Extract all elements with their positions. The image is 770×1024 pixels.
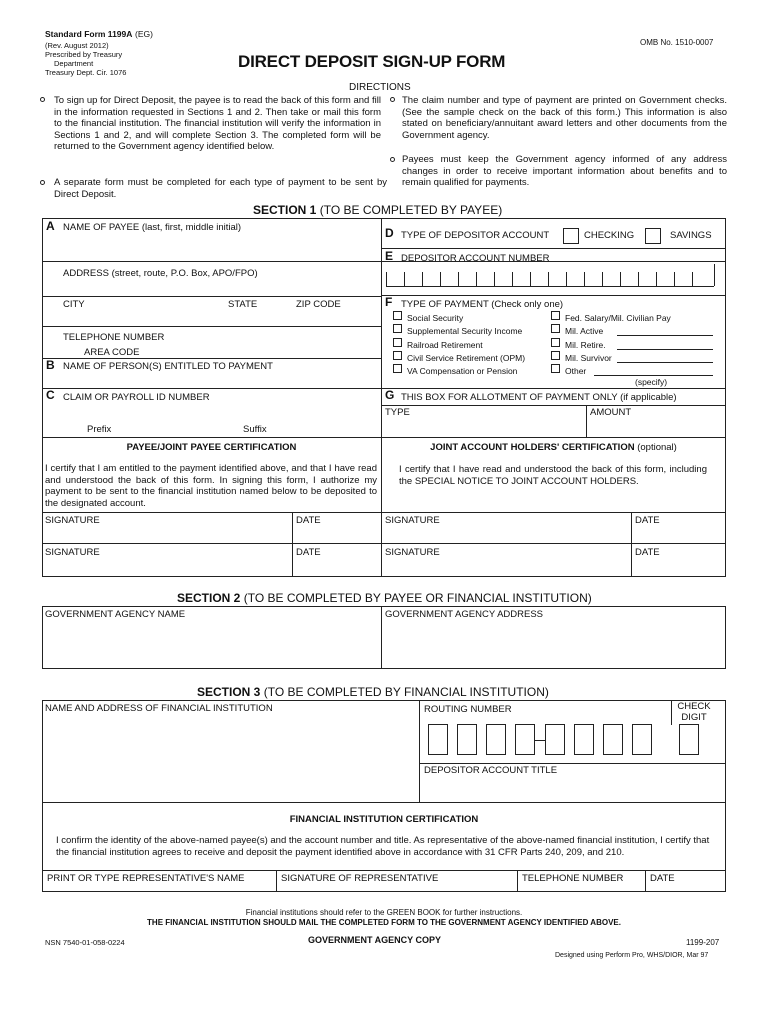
- checking-checkbox[interactable]: [563, 228, 579, 244]
- payee-name-field[interactable]: [63, 236, 378, 258]
- divider: [381, 295, 726, 296]
- routing-digit-3[interactable]: [486, 724, 506, 755]
- field-letter-b: B: [46, 358, 55, 372]
- payee-signature-label: SIGNATURE: [45, 515, 100, 526]
- divider: [631, 512, 632, 577]
- agency-address-label: GOVERNMENT AGENCY ADDRESS: [385, 609, 544, 620]
- joint-signature-2-field[interactable]: [385, 559, 628, 575]
- joint-date-2-label: DATE: [635, 547, 660, 558]
- entitled-persons-field[interactable]: [63, 374, 378, 386]
- fi-name-field[interactable]: [45, 716, 415, 800]
- divider: [381, 248, 726, 249]
- divider: [671, 700, 672, 725]
- bullet-icon: [40, 97, 45, 102]
- digit-tick: [440, 272, 441, 286]
- joint-date-2-field[interactable]: [635, 559, 723, 575]
- digit-tick: [602, 272, 603, 286]
- directions-heading: DIRECTIONS: [349, 82, 411, 93]
- divider: [42, 358, 381, 359]
- designed-credit: Designed using Perform Pro, WHS/DIOR, Mar 97: [555, 952, 709, 959]
- form-suffix: (EG): [135, 29, 153, 39]
- routing-digit-6[interactable]: [574, 724, 594, 755]
- rep-name-label: PRINT OR TYPE REPRESENTATIVE'S NAME: [47, 873, 245, 884]
- joint-signature-2-label: SIGNATURE: [385, 547, 440, 558]
- joint-date-field[interactable]: [635, 527, 723, 542]
- section-3-subtitle: (TO BE COMPLETED BY FINANCIAL INSTITUTION): [263, 685, 549, 699]
- specify-label: (specify): [635, 377, 668, 387]
- divider: [381, 405, 726, 406]
- savings-label: SAVINGS: [670, 230, 712, 241]
- payee-signature-2-label: SIGNATURE: [45, 547, 100, 558]
- underline: [617, 335, 713, 336]
- section-1-heading: [253, 203, 502, 217]
- digit-tick: [422, 272, 423, 286]
- city-state-zip-field[interactable]: [63, 312, 378, 324]
- allotment-amount-field[interactable]: [590, 419, 723, 435]
- omb-number: OMB No. 1510-0007: [640, 38, 714, 47]
- joint-cert-heading: [381, 442, 726, 453]
- checking-label: CHECKING: [584, 230, 635, 241]
- section-3-heading: [197, 685, 549, 699]
- digit-tick: [674, 272, 675, 286]
- fed-salary-checkbox[interactable]: [551, 311, 560, 320]
- divider: [586, 405, 587, 437]
- copy-designation: GOVERNMENT AGENCY COPY: [308, 935, 442, 945]
- prefix-label: Prefix: [87, 424, 112, 435]
- payment-type-label: TYPE OF PAYMENT (Check only one): [401, 299, 564, 310]
- joint-signature-label: SIGNATURE: [385, 515, 440, 526]
- area-code-label: AREA CODE: [84, 347, 140, 358]
- city-label: CITY: [63, 299, 85, 310]
- joint-cert-text: I certify that I have read and understood the back of this form, including the SPECIAL NOTICE TO JOINT ACCOUNT HOLDERS.: [399, 464, 707, 487]
- digit-tick: [714, 264, 715, 286]
- ssi-checkbox[interactable]: [393, 324, 402, 333]
- payment-type-option: Civil Service Retirement (OPM): [407, 353, 526, 363]
- fi-name-label: NAME AND ADDRESS OF FINANCIAL INSTITUTION: [45, 703, 273, 714]
- divider: [42, 296, 381, 297]
- divider: [276, 870, 277, 892]
- digit-tick: [512, 272, 513, 286]
- divider: [42, 870, 726, 871]
- payment-type-option: Other: [565, 366, 587, 376]
- check-label: CHECK: [677, 701, 711, 712]
- va-compensation-checkbox[interactable]: [393, 364, 402, 373]
- prescribed-by: Prescribed by Treasury: [45, 50, 123, 59]
- field-letter-g: G: [385, 388, 395, 402]
- form-meta: [45, 41, 126, 77]
- digit-tick: [692, 272, 693, 286]
- savings-checkbox[interactable]: [645, 228, 661, 244]
- nsn-number: NSN 7540-01-058-0224: [45, 938, 125, 947]
- address-field[interactable]: [63, 281, 378, 295]
- digit-tick: [566, 272, 567, 286]
- fi-date-label: DATE: [650, 873, 675, 884]
- allotment-type-label: TYPE: [385, 407, 410, 418]
- direction-4: Payees must keep the Government agency informed of any address changes in order to receive important information about benefits and to remain qualified for payments.: [402, 154, 727, 188]
- rep-signature-label: SIGNATURE OF REPRESENTATIVE: [281, 873, 439, 884]
- check-digit-label: [664, 701, 724, 723]
- allotment-type-field[interactable]: [385, 419, 583, 435]
- digit-tick: [458, 272, 459, 286]
- direction-1: To sign up for Direct Deposit, the payee is to read the back of this form and fill in the information requested in Sections 1 and 2. Then take or mail this form to the financial institution. The financial institution will verify the information in Sections 1 and 2, and will complete Section 3. The completed form will be returned to the Government agency identified below.: [54, 95, 381, 152]
- zip-code-label: ZIP CODE: [296, 299, 341, 310]
- direction-2: A separate form must be completed for each type of payment to be sent by Direct Deposit.: [54, 177, 387, 200]
- railroad-checkbox[interactable]: [393, 338, 402, 347]
- payee-signature-field[interactable]: [45, 527, 289, 542]
- joint-date-label: DATE: [635, 515, 660, 526]
- section-2-subtitle: (TO BE COMPLETED BY PAYEE OR FINANCIAL INSTITUTION): [243, 591, 592, 605]
- payee-name-label: NAME OF PAYEE (last, first, middle initial): [63, 222, 242, 233]
- entitled-persons-label: NAME OF PERSON(S) ENTITLED TO PAYMENT: [63, 361, 273, 372]
- digit-tick: [386, 272, 387, 286]
- routing-digit-1[interactable]: [428, 724, 448, 755]
- field-letter-a: A: [46, 219, 55, 233]
- telephone-field[interactable]: [160, 332, 378, 356]
- payment-type-option: Supplemental Security Income: [407, 326, 523, 336]
- form-number: [45, 29, 153, 40]
- divider: [42, 512, 726, 513]
- routing-digit-4[interactable]: [515, 724, 535, 755]
- divider: [381, 218, 382, 577]
- divider: [419, 700, 420, 802]
- field-letter-c: C: [46, 388, 55, 402]
- digit-tick: [548, 272, 549, 286]
- mail-notice: THE FINANCIAL INSTITUTION SHOULD MAIL THE COMPLETED FORM TO THE GOVERNMENT AGENCY IDENTIFIED ABOVE.: [147, 918, 621, 927]
- other-specify-line[interactable]: [594, 375, 713, 376]
- social-security-checkbox[interactable]: [393, 311, 402, 320]
- divider: [645, 870, 646, 892]
- digit-tick: [656, 272, 657, 286]
- allotment-amount-label: AMOUNT: [590, 407, 632, 418]
- payee-cert-heading: PAYEE/JOINT PAYEE CERTIFICATION: [126, 442, 297, 453]
- civil-service-checkbox[interactable]: [393, 351, 402, 360]
- payment-type-option: Mil. Survivor: [565, 353, 612, 363]
- claim-id-field[interactable]: [63, 405, 378, 420]
- divider: [381, 606, 382, 669]
- fi-cert-text: I confirm the identity of the above-named payee(s) and the account number and title. As representative of the above-named financial institution, I certify that the financial institution agrees to receive and deposit the payment identified above in accordance with 31 CFR Parts 240, 209, and 210.: [56, 835, 710, 858]
- account-number-field[interactable]: [386, 264, 715, 288]
- green-book-note: Financial institutions should refer to the GREEN BOOK for further instructions.: [245, 908, 523, 917]
- divider: [42, 437, 726, 438]
- routing-digit-7[interactable]: [603, 724, 623, 755]
- form-number-text: Standard Form 1199A: [45, 29, 133, 39]
- bullet-icon: [390, 97, 395, 102]
- mil-retire-checkbox[interactable]: [551, 338, 560, 347]
- digit-label: DIGIT: [681, 712, 707, 723]
- joint-cert-optional: (optional): [637, 442, 677, 453]
- suffix-label: Suffix: [243, 424, 267, 435]
- routing-digit-8[interactable]: [632, 724, 652, 755]
- payment-type-option: Fed. Salary/Mil. Civilian Pay: [565, 313, 671, 323]
- agency-address-field[interactable]: [385, 622, 723, 666]
- section-1-title: SECTION 1: [253, 203, 317, 217]
- claim-id-label: CLAIM OR PAYROLL ID NUMBER: [63, 392, 210, 403]
- divider: [42, 326, 381, 327]
- allotment-label: THIS BOX FOR ALLOTMENT OF PAYMENT ONLY (if applicable): [401, 392, 677, 403]
- payee-date-2-label: DATE: [296, 547, 321, 558]
- divider: [292, 512, 293, 577]
- payment-type-option: Mil. Active: [565, 326, 604, 336]
- routing-digit-2[interactable]: [457, 724, 477, 755]
- section-3-title: SECTION 3: [197, 685, 261, 699]
- telephone-label: TELEPHONE NUMBER: [63, 332, 165, 343]
- account-title-field[interactable]: [424, 778, 723, 800]
- divider: [42, 802, 726, 803]
- digit-tick: [620, 272, 621, 286]
- account-title-label: DEPOSITOR ACCOUNT TITLE: [424, 765, 558, 776]
- digit-tick: [494, 272, 495, 286]
- divider: [42, 543, 726, 544]
- form-title: DIRECT DEPOSIT SIGN-UP FORM: [238, 52, 506, 71]
- divider: [517, 870, 518, 892]
- digit-tick: [530, 272, 531, 286]
- routing-dash: [535, 740, 545, 741]
- mil-active-checkbox[interactable]: [551, 324, 560, 333]
- underline: [617, 362, 713, 363]
- bullet-icon: [40, 180, 45, 185]
- direction-3: The claim number and type of payment are printed on Government checks. (See the sample check on the back of this form.) This information is also stated on beneficiary/annuitant award letters and other documents from the Government agency.: [402, 95, 727, 141]
- address-label: ADDRESS (street, route, P.O. Box, APO/FPO): [63, 268, 258, 279]
- account-number-underline: [386, 264, 714, 287]
- agency-name-field[interactable]: [45, 622, 377, 666]
- divider: [42, 388, 726, 389]
- payment-type-option: VA Compensation or Pension: [407, 366, 518, 376]
- check-digit-box[interactable]: [679, 724, 699, 755]
- agency-name-label: GOVERNMENT AGENCY NAME: [45, 609, 186, 620]
- digit-tick: [404, 272, 405, 286]
- section-2-title: SECTION 2: [177, 591, 241, 605]
- payment-type-option: Social Security: [407, 313, 464, 323]
- payment-type-option: Railroad Retirement: [407, 340, 483, 350]
- digit-tick: [584, 272, 585, 286]
- underline: [617, 349, 713, 350]
- mil-survivor-checkbox[interactable]: [551, 351, 560, 360]
- revision-date: (Rev. August 2012): [45, 41, 109, 50]
- fi-phone-label: TELEPHONE NUMBER: [522, 873, 624, 884]
- section-1-subtitle: (TO BE COMPLETED BY PAYEE): [319, 203, 503, 217]
- joint-signature-field[interactable]: [385, 527, 628, 542]
- field-letter-f: F: [385, 295, 393, 309]
- other-checkbox[interactable]: [551, 364, 560, 373]
- payee-cert-text: I certify that I am entitled to the payment identified above, and that I have read and understood the back of this form. In signing this form, I authorize my payment to be sent to the financial institution named below to be deposited to the designated account.: [45, 463, 377, 509]
- treasury-circular: Treasury Dept. Cir. 1076: [45, 68, 127, 77]
- payee-date-2-field[interactable]: [296, 559, 378, 575]
- account-number-label: DEPOSITOR ACCOUNT NUMBER: [401, 253, 550, 264]
- routing-digit-5[interactable]: [545, 724, 565, 755]
- state-label: STATE: [228, 299, 258, 310]
- payee-date-field[interactable]: [296, 527, 378, 542]
- digit-tick: [476, 272, 477, 286]
- divider: [42, 261, 726, 262]
- divider: [419, 763, 726, 764]
- payee-signature-2-field[interactable]: [45, 559, 289, 575]
- fi-cert-heading: FINANCIAL INSTITUTION CERTIFICATION: [289, 814, 479, 825]
- bullet-icon: [390, 157, 395, 162]
- field-letter-d: D: [385, 226, 394, 240]
- payee-date-label: DATE: [296, 515, 321, 526]
- payment-type-option: Mil. Retire.: [565, 340, 606, 350]
- form-code: 1199-207: [686, 938, 720, 947]
- field-letter-e: E: [385, 249, 394, 263]
- section-2-heading: [177, 591, 592, 605]
- account-type-label: TYPE OF DEPOSITOR ACCOUNT: [401, 230, 550, 241]
- digit-tick: [638, 272, 639, 286]
- routing-number-label: ROUTING NUMBER: [424, 704, 512, 715]
- department: Department: [54, 59, 94, 68]
- joint-cert-heading-text: JOINT ACCOUNT HOLDERS' CERTIFICATION: [430, 442, 635, 453]
